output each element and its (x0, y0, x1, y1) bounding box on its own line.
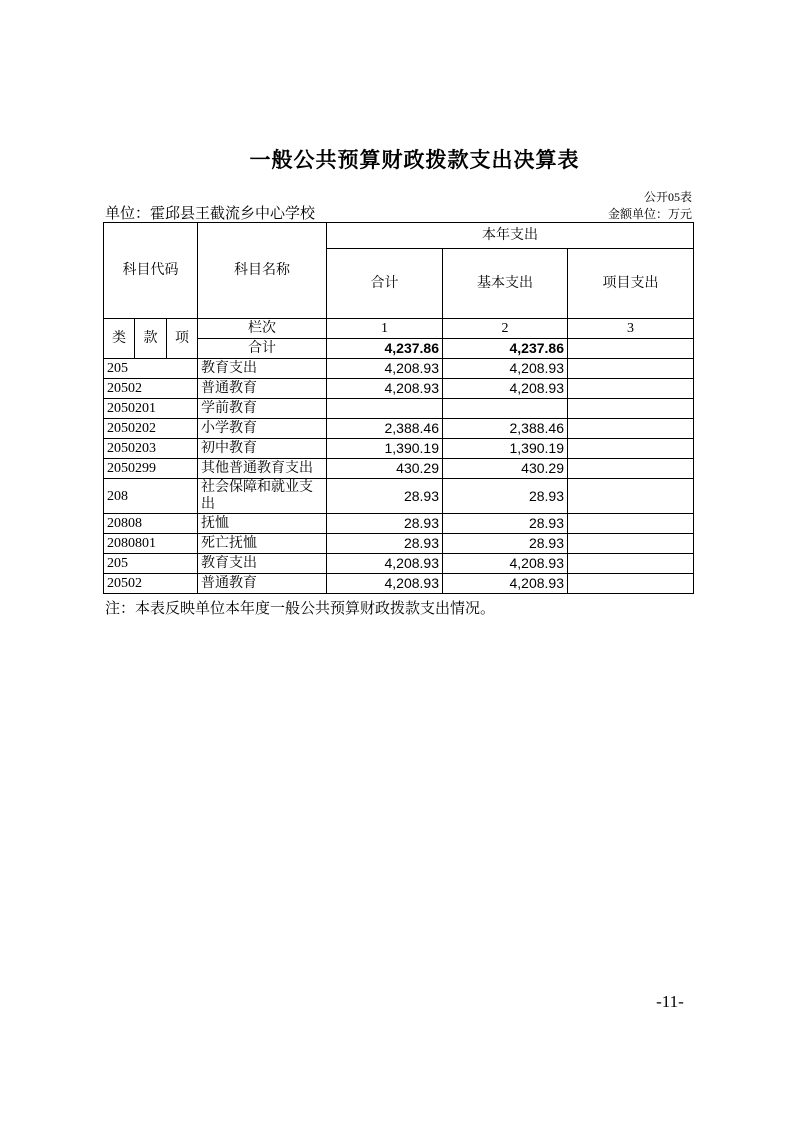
subject-code-cell: 2050203 (104, 439, 198, 459)
project-value-cell (568, 534, 694, 554)
project-value-cell (568, 359, 694, 379)
subject-name-cell: 死亡抚恤 (198, 534, 327, 554)
table-row (104, 439, 694, 459)
basic-value-cell: 4,208.93 (443, 554, 568, 574)
basic-value-cell: 4,208.93 (443, 379, 568, 399)
basic-value-cell: 28.93 (443, 534, 568, 554)
header-subject-code: 科目代码 (104, 223, 198, 319)
basic-value-cell: 4,208.93 (443, 359, 568, 379)
subject-name-cell: 教育支出 (198, 554, 327, 574)
column-index-2: 2 (443, 319, 568, 339)
subject-name-cell: 普通教育 (198, 379, 327, 399)
total-value-cell: 28.93 (327, 479, 443, 514)
header-basic-expenditure: 基本支出 (443, 249, 568, 319)
total-value-cell: 28.93 (327, 514, 443, 534)
project-value-cell (568, 554, 694, 574)
project-value-cell (568, 574, 694, 594)
table-row (104, 459, 694, 479)
subject-name-cell: 普通教育 (198, 574, 327, 594)
total-value-cell: 28.93 (327, 534, 443, 554)
subject-name-cell: 学前教育 (198, 399, 327, 419)
table-row (104, 574, 694, 594)
project-value-cell (568, 459, 694, 479)
subject-code-cell: 205 (104, 554, 198, 574)
table-row (104, 514, 694, 534)
basic-value-cell: 1,390.19 (443, 439, 568, 459)
total-value-cell: 4,208.93 (327, 574, 443, 594)
header-code-item: 项 (167, 319, 198, 359)
subject-name-cell: 社会保障和就业支出 (198, 479, 327, 514)
column-index-row (104, 319, 694, 339)
grand-total-basic-value: 4,237.86 (443, 339, 568, 359)
table-row (104, 479, 694, 514)
table-row (104, 399, 694, 419)
header-subject-name: 科目名称 (198, 223, 327, 319)
column-index-1: 1 (327, 319, 443, 339)
subject-name-cell: 初中教育 (198, 439, 327, 459)
table-row (104, 554, 694, 574)
subject-code-cell: 2050299 (104, 459, 198, 479)
unit-label: 单位：霍邱县王截流乡中心学校 (105, 206, 316, 222)
header-code-class: 类 (104, 319, 135, 359)
basic-value-cell: 28.93 (443, 514, 568, 534)
basic-value-cell (443, 399, 568, 419)
grand-total-project-value (568, 339, 694, 359)
subject-code-cell: 20502 (104, 379, 198, 399)
basic-value-cell: 4,208.93 (443, 574, 568, 594)
grand-total-label: 合计 (198, 339, 327, 359)
project-value-cell (568, 514, 694, 534)
subject-name-cell: 教育支出 (198, 359, 327, 379)
total-value-cell: 1,390.19 (327, 439, 443, 459)
amount-unit-label: 金额单位：万元 (607, 207, 692, 221)
header-project-expenditure: 项目支出 (568, 249, 694, 319)
subject-code-cell: 20808 (104, 514, 198, 534)
project-value-cell (568, 479, 694, 514)
subject-code-cell: 2050202 (104, 419, 198, 439)
page-title: 一般公共预算财政拨款支出决算表 (249, 149, 580, 172)
total-value-cell (327, 399, 443, 419)
total-value-cell: 430.29 (327, 459, 443, 479)
project-value-cell (568, 399, 694, 419)
column-index-3: 3 (568, 319, 694, 339)
subject-name-cell: 其他普通教育支出 (198, 459, 327, 479)
basic-value-cell: 430.29 (443, 459, 568, 479)
subject-code-cell: 205 (104, 359, 198, 379)
page-number: -11- (656, 992, 684, 1011)
table-row (104, 359, 694, 379)
header-current-year-expenditure: 本年支出 (327, 223, 694, 249)
grand-total-total-value: 4,237.86 (327, 339, 443, 359)
basic-value-cell: 28.93 (443, 479, 568, 514)
total-value-cell: 4,208.93 (327, 379, 443, 399)
header-row-top (104, 223, 694, 249)
subject-code-cell: 2050201 (104, 399, 198, 419)
total-value-cell: 4,208.93 (327, 359, 443, 379)
column-index-label: 栏次 (198, 319, 327, 339)
total-value-cell: 2,388.46 (327, 419, 443, 439)
subject-code-cell: 20502 (104, 574, 198, 594)
form-number-label: 公开05表 (643, 190, 692, 204)
project-value-cell (568, 379, 694, 399)
header-code-section: 款 (135, 319, 167, 359)
table-row (104, 534, 694, 554)
table-row (104, 419, 694, 439)
subject-code-cell: 208 (104, 479, 198, 514)
project-value-cell (568, 419, 694, 439)
header-total: 合计 (327, 249, 443, 319)
table-row (104, 379, 694, 399)
table-note: 注：本表反映单位本年度一般公共预算财政拨款支出情况。 (105, 601, 496, 617)
subject-code-cell: 2080801 (104, 534, 198, 554)
project-value-cell (568, 439, 694, 459)
subject-name-cell: 抚恤 (198, 514, 327, 534)
total-value-cell: 4,208.93 (327, 554, 443, 574)
subject-name-cell: 小学教育 (198, 419, 327, 439)
basic-value-cell: 2,388.46 (443, 419, 568, 439)
expenditure-table (103, 222, 694, 594)
